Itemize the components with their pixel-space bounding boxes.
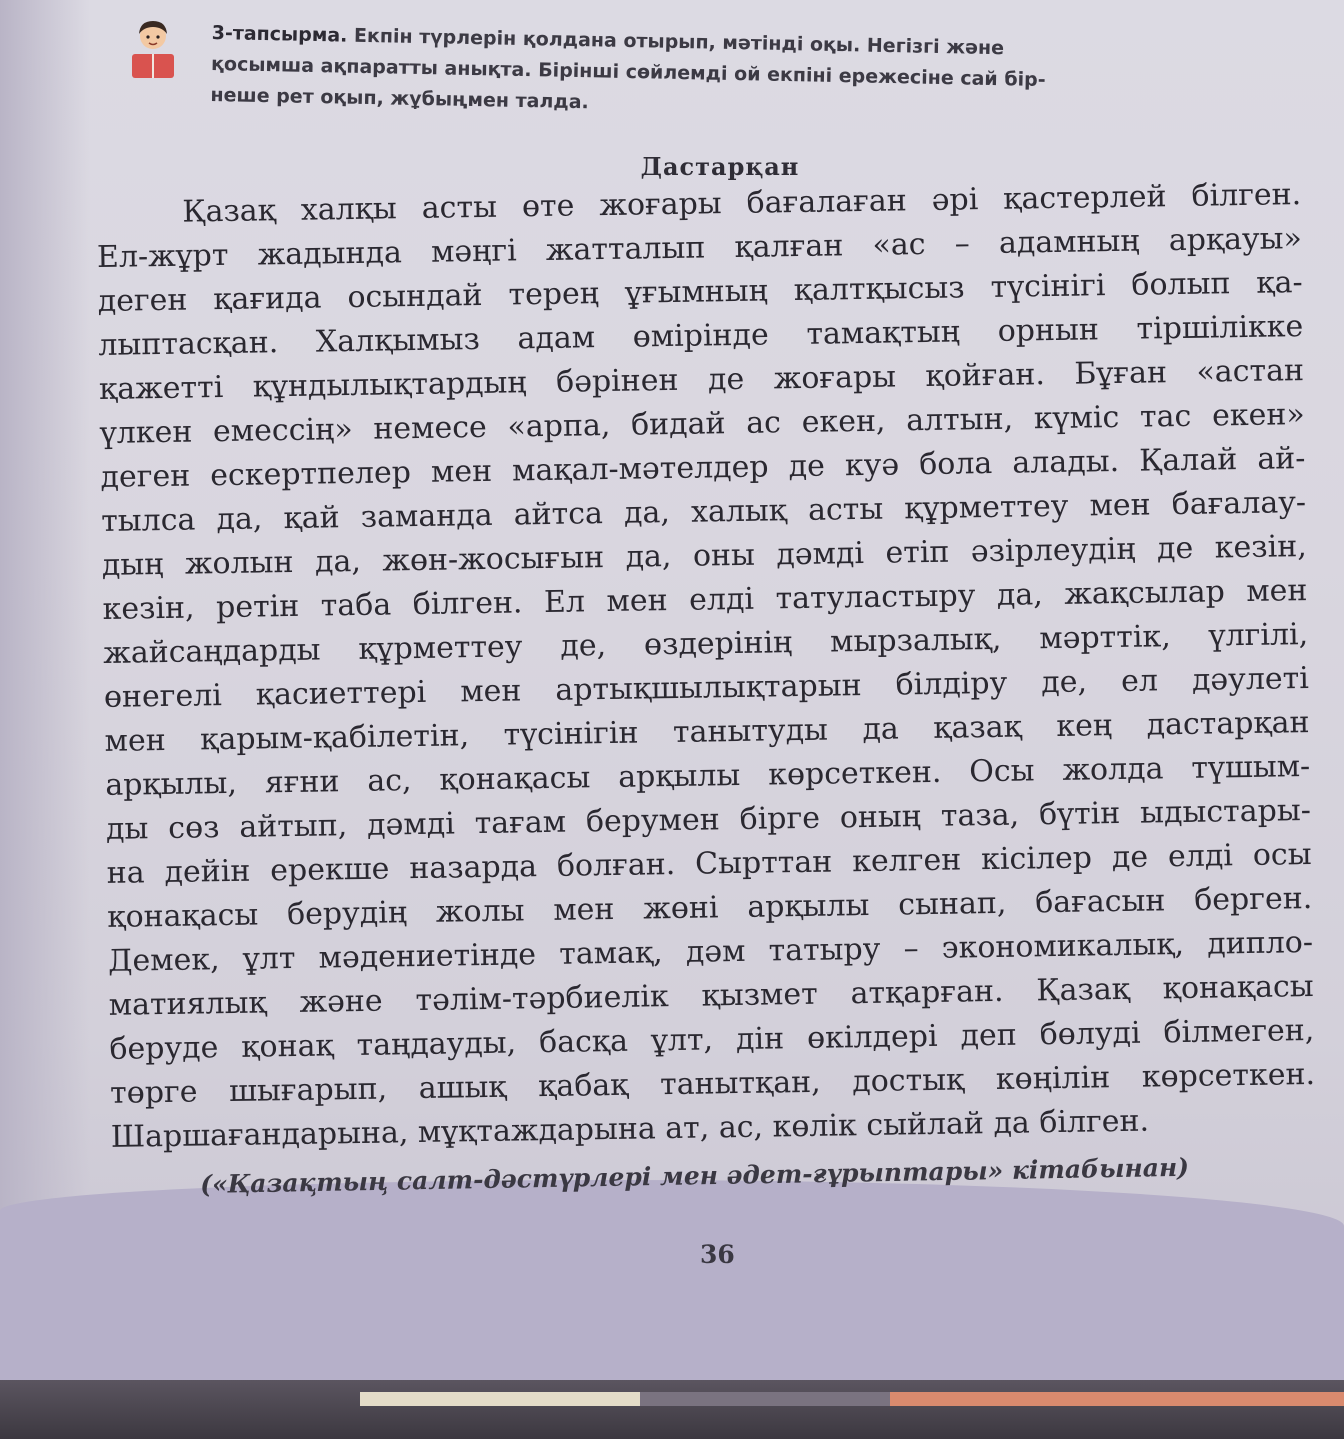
- text-line: деген қағида осындай терең ұғымның қалтқысыз түсінігі болып қа-: [97, 265, 1303, 319]
- text-line: лыптасқан. Халқымыз адам өмірінде тамақтың орнын тіршілікке: [98, 309, 1304, 363]
- task-line: неше рет оқып, жұбыңмен талда.: [210, 83, 589, 114]
- text-line: үлкен емессің» немесе «арпа, бидай ас екен, алтын, күміс тас екен»: [99, 397, 1305, 451]
- text-line: Демек, ұлт мәдениетінде тамақ, дәм татыру – экономикалық, дипло-: [107, 924, 1314, 979]
- task-line: Екпін түрлерін қолдана отырып, мәтінді оқы. Негізгі және: [353, 24, 1005, 60]
- text-line: деген ескертпелер мен мақал-мәтелдер де куә бола алады. Қалай ай-: [100, 441, 1306, 495]
- book-edge: [0, 1380, 1344, 1439]
- page-edge-strip: [360, 1392, 640, 1406]
- page-number: 36: [700, 1240, 735, 1269]
- page-edge-strip: [640, 1392, 890, 1406]
- source-citation: («Қазақтың салт-дәстүрлері мен әдет-ғұрыптары» кітабынан): [200, 1152, 1190, 1199]
- decorative-wave: [0, 1180, 1344, 1380]
- page-edge-strip: [890, 1392, 1344, 1406]
- text-line: мен қарым-қабілетін, түсінігін танытуды да қазақ кең дастарқан: [104, 705, 1310, 759]
- main-text: [96, 173, 1316, 1160]
- text-line: Шаршағандарына, мұқтаждарына ат, ас, көлік сыйлай да білген.: [110, 1103, 1150, 1155]
- text-line: жайсаңдарды құрметтеу де, өздерінің мырзалық, мәрттік, үлгілі,: [102, 617, 1309, 671]
- text-line: қонақасы берудің жолы мен жөні арқылы сынап, бағасын берген.: [107, 880, 1313, 935]
- text-line: өнегелі қасиеттері мен артықшылықтарын білдіру де, ел дәулеті: [103, 661, 1310, 715]
- text-line: төрге шығарып, ашық қабақ танытқан, достық көңілін көрсеткен.: [109, 1056, 1316, 1111]
- text-line: қажетті құндылықтардың бәрінен де жоғары қойған. Бұған «астан: [98, 353, 1305, 407]
- text-line: Қазақ халқы асты өте жоғары бағалаған әрі қастерлей білген.: [182, 177, 1302, 230]
- text-line: кезін, ретін таба білген. Ел мен елді татуластыру да, жақсылар мен: [102, 573, 1308, 627]
- text-line: матиялық және тәлім-тәрбиелік қызмет атқарған. Қазақ қонақасы: [108, 968, 1314, 1023]
- reading-child-icon: [128, 18, 178, 82]
- task-number: 3-тапсырма.: [211, 21, 348, 47]
- text-line: арқылы, яғни ас, қонақасы арқылы көрсеткен. Осы жолда түшым-: [105, 749, 1311, 803]
- text-title: Дастарқан: [640, 152, 800, 181]
- text-line: тылса да, қай заманда айтса да, халық асты құрметтеу мен бағалау-: [100, 485, 1307, 539]
- text-line: Ел-жұрт жадында мәңгі жатталып қалған «ас – адамның арқауы»: [96, 221, 1303, 275]
- text-line: на дейін ерекше назарда болған. Сырттан келген кісілер де елді осы: [106, 836, 1312, 891]
- task-line: қосымша ақпаратты анықта. Бірінші сөйлемді ой екпіні ережесіне сай бір-: [210, 52, 1046, 92]
- page-shadow: [0, 0, 90, 1380]
- text-line: ды сөз айтып, дәмді тағам берумен бірге оның таза, бүтін ыдыстары-: [105, 792, 1312, 847]
- text-line: беруде қонақ таңдауды, басқа ұлт, дін өкілдері деп бөлуді білмеген,: [109, 1012, 1315, 1067]
- text-line: дың жолын да, жөн-жосығын да, оны дәмді етіп әзірлеудің де кезін,: [101, 529, 1307, 583]
- task-instructions: [210, 18, 1262, 131]
